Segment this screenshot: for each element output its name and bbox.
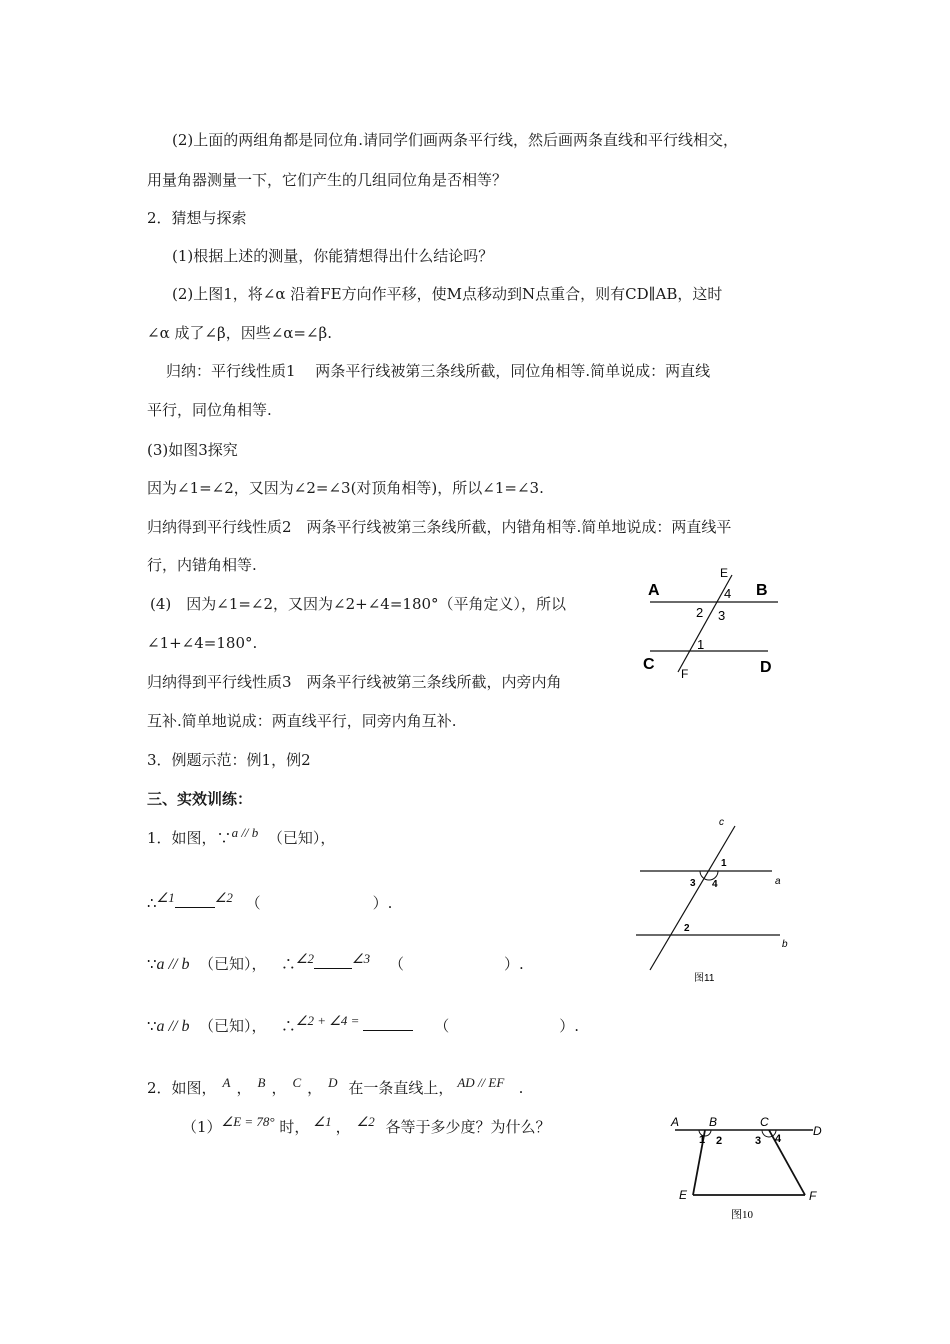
question-1: (1)根据上述的测量，你能猜想得出什么结论吗？: [172, 247, 494, 265]
angle-E-78: ∠E = 78°: [221, 1114, 275, 1129]
property-1-line1: 归纳：平行线性质1 两条平行线被第三条线所截，同位角相等.简单说成：两直线: [166, 362, 711, 380]
question-2-line1: (2)上图1，将∠α 沿着FE方向作平移，使M点移动到N点重合，则有CD∥AB，这时: [172, 285, 723, 303]
label-C: C: [760, 1115, 769, 1129]
exercise-2-prefix: 2．如图，: [147, 1079, 217, 1097]
label-angle-4: 4: [775, 1133, 782, 1145]
label-angle-1: 1: [699, 1134, 706, 1146]
comma: ，: [236, 1079, 252, 1097]
because-symbol: ∵: [216, 829, 232, 847]
label-angle-2: 2: [716, 1135, 723, 1147]
property-2-line2: 行，内错角相等.: [147, 556, 257, 574]
a-parallel-b: a // b: [231, 825, 259, 840]
exercise-1-line4: [147, 1013, 580, 1037]
figure-10-caption: 图10: [731, 1209, 753, 1221]
therefore-symbol: ∴: [280, 1017, 296, 1035]
paren-open-3: （: [434, 1017, 450, 1035]
figure-11-diagram: [632, 818, 797, 988]
question-2-line2: ∠α 成了∠β，因些∠α=∠β.: [147, 324, 332, 342]
label-a: a: [775, 876, 781, 887]
angle-1: ∠1: [156, 890, 175, 905]
exercise-2-line1: [147, 1075, 524, 1099]
therefore-symbol: ∴: [147, 894, 157, 912]
point-C: C: [292, 1075, 302, 1090]
label-angle-4: 4: [724, 586, 732, 601]
para-2-line1: (2)上面的两组角都是同位角.请同学们画两条平行线，然后画两条直线和平行线相交，: [172, 131, 739, 149]
label-A: A: [648, 582, 660, 599]
comma: ，: [335, 1118, 351, 1136]
angle-2: ∠2: [214, 890, 233, 905]
angle-1: ∠1: [313, 1114, 332, 1129]
AD-parallel-EF: AD // EF: [457, 1075, 505, 1090]
figure-3-diagram: [640, 565, 790, 685]
a-parallel-b: a // b: [156, 1018, 190, 1035]
reason-line: 因为∠1=∠2，又因为∠2=∠3(对顶角相等)，所以∠1=∠3.: [147, 479, 544, 497]
point-D: D: [328, 1075, 338, 1090]
exercise-1-prefix: 1．如图，: [147, 829, 217, 847]
comma: ，: [307, 1079, 323, 1097]
figure-10-diagram: [663, 1110, 833, 1225]
property-3-line1: 归纳得到平行线性质3 两条平行线被第三条线所截，内旁内角: [147, 673, 562, 691]
paren-close-1: ）.: [372, 894, 393, 912]
label-angle-2: 2: [696, 605, 704, 620]
heading-guess-explore: 2．猜想与探索: [147, 209, 247, 227]
paren-close-3: ）.: [559, 1017, 580, 1035]
exercise-1-line3: [147, 951, 524, 975]
known-label: （已知）: [198, 955, 252, 973]
exercise-2-suffix: 在一条直线上，: [348, 1079, 454, 1097]
section-heading-practice: 三、实效训练：: [147, 790, 253, 808]
label-E: E: [679, 1188, 688, 1202]
paren-close-2: ）.: [503, 955, 524, 973]
angle-3: ∠3: [352, 951, 371, 966]
because-symbol: ∵: [147, 1017, 157, 1035]
label-angle-1: 1: [697, 637, 705, 652]
label-angle-2: 2: [684, 923, 690, 934]
label-B: B: [756, 582, 768, 599]
label-angle-3: 3: [755, 1135, 762, 1147]
para-2-line2: 用量角器测量一下，它们产生的几组同位角是否相等？: [147, 171, 508, 189]
question-suffix: 各等于多少度？为什么？: [385, 1118, 551, 1136]
figure-11-caption: 图11: [694, 973, 715, 984]
exercise-1-line2: [147, 890, 393, 914]
exercise-1-suffix: （已知），: [267, 829, 336, 847]
exercise-1-line1: [147, 825, 336, 849]
label-F: F: [681, 667, 689, 681]
paren-open-2: （: [388, 955, 404, 973]
label-C: C: [643, 656, 655, 673]
a-parallel-b: a // b: [156, 956, 190, 973]
label-b: b: [782, 939, 788, 950]
property-3-line2: 互补.简单地说成：两直线平行，同旁内角互补.: [147, 712, 457, 730]
period: .: [518, 1079, 524, 1097]
exercise-2-question-1: [182, 1114, 551, 1138]
property-2-line1: 归纳得到平行线性质2 两条平行线被第三条线所截，内错角相等.简单地说成：两直线平: [147, 518, 732, 536]
reason-4-line1: (4) 因为∠1=∠2，又因为∠2+∠4=180°（平角定义），所以: [150, 595, 567, 613]
comma: ，: [251, 955, 267, 973]
angle-2: ∠2: [356, 1114, 375, 1129]
label-angle-1: 1: [721, 858, 727, 869]
answer-blank-3[interactable]: [363, 1030, 413, 1031]
label-D: D: [760, 659, 772, 676]
answer-blank-2[interactable]: [314, 968, 352, 969]
label-F: F: [809, 1189, 817, 1203]
label-angle-4: 4: [712, 879, 718, 890]
known-label: （已知）: [198, 1017, 252, 1035]
label-B: B: [709, 1115, 718, 1129]
answer-blank-1[interactable]: [175, 907, 215, 908]
comma: ，: [271, 1079, 287, 1097]
therefore-symbol: ∴: [280, 955, 296, 973]
label-c: c: [719, 817, 724, 828]
question-number: （1）: [182, 1118, 222, 1136]
reason-4-line2: ∠1+∠4=180°.: [147, 634, 258, 652]
angle-2-plus-4: ∠2 + ∠4 =: [295, 1013, 360, 1028]
label-D: D: [813, 1124, 822, 1138]
question-mid: 时，: [279, 1118, 310, 1136]
because-symbol: ∵: [147, 955, 157, 973]
explore-3: (3)如图3探究: [147, 441, 238, 459]
point-A: A: [222, 1075, 231, 1090]
label-angle-3: 3: [718, 608, 726, 623]
label-angle-3: 3: [690, 878, 696, 889]
paren-open-1: （: [245, 894, 261, 912]
examples-line: 3．例题示范：例1，例2: [147, 751, 311, 769]
label-E: E: [720, 566, 729, 580]
property-1-line2: 平行，同位角相等.: [147, 401, 272, 419]
line-c: [650, 826, 735, 970]
angle-2: ∠2: [295, 951, 314, 966]
point-B: B: [257, 1075, 266, 1090]
comma: ，: [251, 1017, 267, 1035]
label-A: A: [671, 1115, 680, 1129]
